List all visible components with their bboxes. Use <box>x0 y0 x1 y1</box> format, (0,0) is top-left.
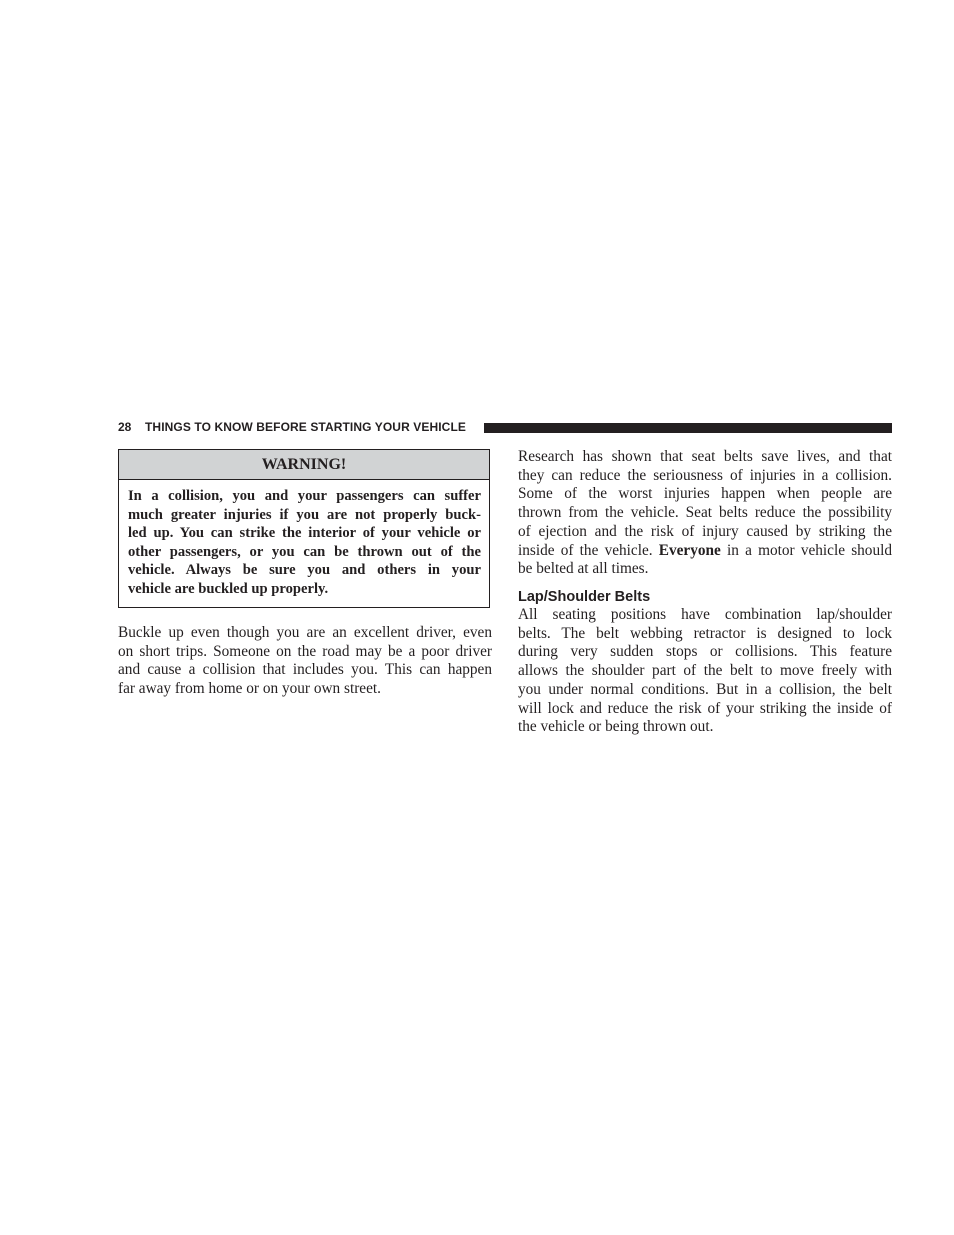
warning-text <box>119 480 489 599</box>
paragraph-line: All seating positions have combination lap/shoulder <box>518 606 892 623</box>
paragraph-line: of ejection and the risk of injury caused by striking the <box>518 522 892 540</box>
paragraph-line: Research has shown that seat belts save lives, and that <box>518 448 892 465</box>
paragraph-line: belts. The belt webbing retractor is designed to lock <box>518 624 892 642</box>
warning-line: vehicle. Always be sure you and others in your <box>128 562 481 579</box>
paragraph-line: on short trips. Someone on the road may be a poor driver <box>118 642 492 660</box>
page-header <box>118 419 892 435</box>
paragraph-line: you under normal conditions. But in a collision, the belt <box>518 680 892 698</box>
paragraph-line: be belted at all times. <box>518 560 649 578</box>
belts-paragraph <box>518 606 892 737</box>
section-title: THINGS TO KNOW BEFORE STARTING YOUR VEHICLE <box>145 420 466 434</box>
paragraph-line: they can reduce the seriousness of injuries in a collision. <box>518 466 892 484</box>
text-run: inside of the vehicle. <box>518 541 659 559</box>
paragraph-line: far away from home or on your own street. <box>118 680 381 698</box>
paragraph-line: during very sudden stops or collisions. This feature <box>518 643 892 661</box>
warning-line: In a collision, you and your passengers can suffer <box>128 488 481 504</box>
warning-line: much greater injuries if you are not properly buck- <box>128 506 481 523</box>
paragraph-line: thrown from the vehicle. Seat belts reduce the possibility <box>518 504 892 522</box>
paragraph-line <box>518 542 892 561</box>
warning-line: vehicle are buckled up properly. <box>128 580 329 597</box>
text-run: in a motor vehicle should <box>720 541 892 559</box>
paragraph-line: allows the shoulder part of the belt to move freely with <box>518 662 892 680</box>
research-paragraph <box>518 448 892 579</box>
warning-box <box>118 449 490 608</box>
header-rule-bar <box>484 423 892 433</box>
paragraph-line: Buckle up even though you are an excellent driver, even <box>118 624 492 641</box>
page-number: 28 <box>118 420 132 434</box>
subheading-lap-shoulder-belts: Lap/Shoulder Belts <box>518 589 651 605</box>
paragraph-line: will lock and reduce the risk of your striking the inside of <box>518 699 892 717</box>
warning-line: led up. You can strike the interior of your vehicle or <box>128 525 481 542</box>
paragraph-line: and cause a collision that includes you. This can happen <box>118 661 492 679</box>
paragraph-line: the vehicle or being thrown out. <box>518 718 714 736</box>
buckle-up-paragraph <box>118 624 492 699</box>
paragraph-line: Some of the worst injuries happen when people are <box>518 485 892 503</box>
warning-line: other passengers, or you can be thrown out of the <box>128 543 481 560</box>
warning-title: WARNING! <box>119 450 489 480</box>
emphasis-everyone: Everyone <box>658 541 721 559</box>
